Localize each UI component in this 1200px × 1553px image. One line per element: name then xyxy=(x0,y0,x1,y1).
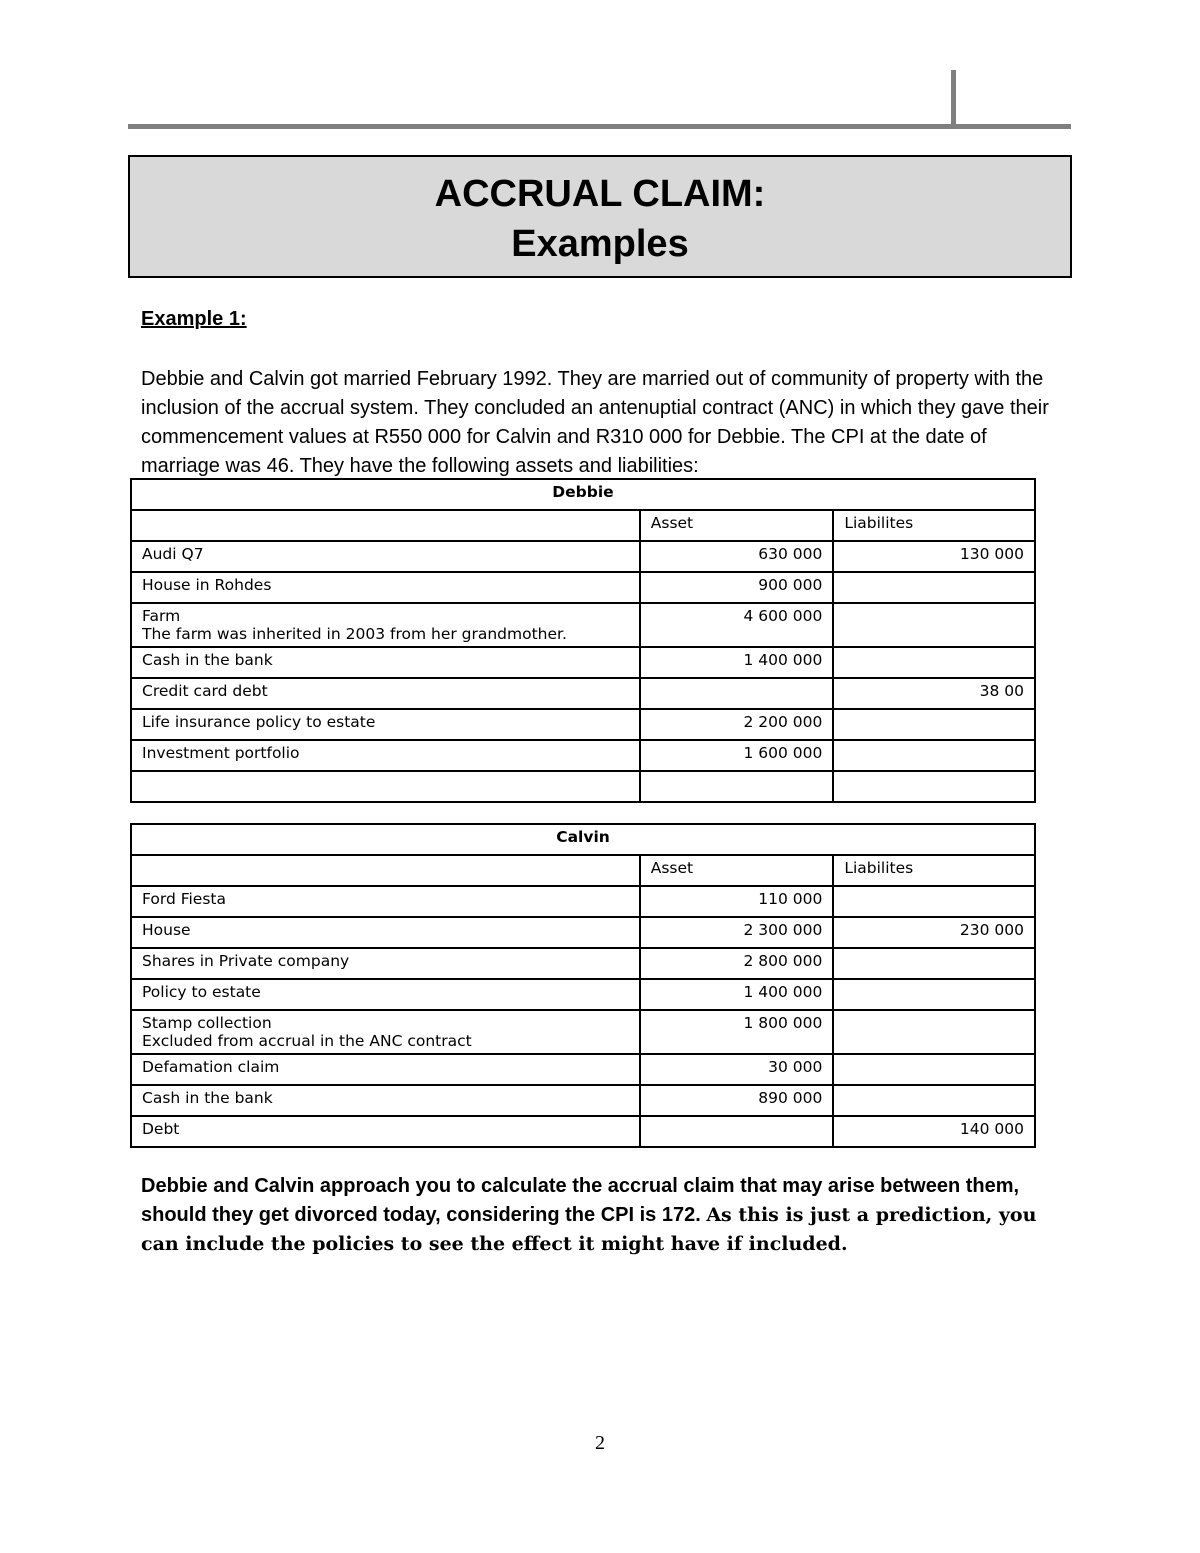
conclusion-paragraph xyxy=(141,1172,1061,1259)
asset-cell: 900 000 xyxy=(640,572,834,603)
item-label: Cash in the bank xyxy=(142,651,273,669)
item-cell xyxy=(131,948,640,979)
column-header: Liabilites xyxy=(833,510,1035,541)
table-row xyxy=(131,709,1035,740)
table-title-row xyxy=(131,479,1035,510)
asset-cell xyxy=(640,771,834,802)
item-label: Shares in Private company xyxy=(142,952,350,970)
item-cell xyxy=(131,886,640,917)
table-row xyxy=(131,572,1035,603)
calvin-assets-table xyxy=(130,823,1036,1148)
table-row xyxy=(131,886,1035,917)
item-cell xyxy=(131,771,640,802)
item-cell xyxy=(131,1116,640,1147)
header-rule xyxy=(128,124,1071,129)
liability-cell: 230 000 xyxy=(833,917,1035,948)
table-body xyxy=(131,824,1035,1147)
item-label: Investment portfolio xyxy=(142,744,300,762)
table-row xyxy=(131,979,1035,1010)
table-header-row xyxy=(131,855,1035,886)
asset-cell xyxy=(640,1116,834,1147)
asset-cell: 630 000 xyxy=(640,541,834,572)
item-cell xyxy=(131,603,640,647)
conclusion-bold-text: Debbie and Calvin approach you to calculate the accrual claim that may arise between them, should they get divorced today, considering the CPI is 172. xyxy=(141,1175,1020,1226)
liability-cell: 140 000 xyxy=(833,1116,1035,1147)
item-label: Stamp collection xyxy=(142,1014,272,1032)
example-heading: Example 1: xyxy=(141,308,247,330)
item-label: Policy to estate xyxy=(142,983,261,1001)
item-cell xyxy=(131,647,640,678)
asset-cell: 110 000 xyxy=(640,886,834,917)
table-row xyxy=(131,603,1035,647)
table-row xyxy=(131,948,1035,979)
item-cell xyxy=(131,678,640,709)
item-label: Ford Fiesta xyxy=(142,890,226,908)
liability-cell xyxy=(833,1085,1035,1116)
table-title: Debbie xyxy=(131,479,1035,510)
asset-cell xyxy=(640,678,834,709)
liability-cell xyxy=(833,771,1035,802)
asset-cell: 1 400 000 xyxy=(640,979,834,1010)
page-title: ACCRUAL CLAIM: xyxy=(434,173,766,215)
item-note: Excluded from accrual in the ANC contract xyxy=(142,1032,472,1050)
liability-cell xyxy=(833,979,1035,1010)
intro-paragraph: Debbie and Calvin got married February 1992. They are married out of community of property with the inclusion of the accrual system. They concluded an antenuptial contract (ANC) in which they gave their commencement values at R550 000 for Calvin and R310 000 for Debbie. The CPI at the date of marriage was 46. They have the following assets and liabilities: xyxy=(141,368,1049,477)
liability-cell: 130 000 xyxy=(833,541,1035,572)
column-header xyxy=(131,855,640,886)
item-label: Audi Q7 xyxy=(142,545,204,563)
asset-cell: 30 000 xyxy=(640,1054,834,1085)
conclusion-serif-text: As this is just a prediction, you can include the policies to see the effect it might have if included. xyxy=(141,1204,1037,1255)
liability-cell xyxy=(833,886,1035,917)
item-label: Credit card debt xyxy=(142,682,268,700)
table-row xyxy=(131,647,1035,678)
item-cell xyxy=(131,709,640,740)
table-row xyxy=(131,541,1035,572)
column-header xyxy=(131,510,640,541)
table-row xyxy=(131,1010,1035,1054)
asset-cell: 2 300 000 xyxy=(640,917,834,948)
liability-cell xyxy=(833,1054,1035,1085)
item-cell xyxy=(131,979,640,1010)
table-header-row xyxy=(131,510,1035,541)
liability-cell xyxy=(833,948,1035,979)
header-tick xyxy=(951,70,956,128)
asset-cell: 1 800 000 xyxy=(640,1010,834,1054)
item-label: Defamation claim xyxy=(142,1058,280,1076)
page-number: 2 xyxy=(595,1432,605,1454)
table-title: Calvin xyxy=(131,824,1035,855)
item-label: House in Rohdes xyxy=(142,576,272,594)
asset-cell: 890 000 xyxy=(640,1085,834,1116)
liability-cell: 38 00 xyxy=(833,678,1035,709)
column-header: Asset xyxy=(640,855,834,886)
liability-cell xyxy=(833,647,1035,678)
table-row xyxy=(131,1054,1035,1085)
table-row xyxy=(131,917,1035,948)
table-row xyxy=(131,678,1035,709)
table-title-row xyxy=(131,824,1035,855)
item-note: The farm was inherited in 2003 from her grandmother. xyxy=(142,625,567,643)
item-cell xyxy=(131,1085,640,1116)
item-cell xyxy=(131,740,640,771)
table-body xyxy=(131,479,1035,802)
item-cell xyxy=(131,917,640,948)
debbie-assets-table xyxy=(130,478,1036,803)
item-label: Cash in the bank xyxy=(142,1089,273,1107)
liability-cell xyxy=(833,709,1035,740)
liability-cell xyxy=(833,1010,1035,1054)
item-cell xyxy=(131,1010,640,1054)
liability-cell xyxy=(833,572,1035,603)
asset-cell: 4 600 000 xyxy=(640,603,834,647)
liability-cell xyxy=(833,740,1035,771)
column-header: Liabilites xyxy=(833,855,1035,886)
asset-cell: 1 400 000 xyxy=(640,647,834,678)
table-row xyxy=(131,1116,1035,1147)
table-row xyxy=(131,740,1035,771)
asset-cell: 1 600 000 xyxy=(640,740,834,771)
column-header: Asset xyxy=(640,510,834,541)
item-cell xyxy=(131,1054,640,1085)
asset-cell: 2 800 000 xyxy=(640,948,834,979)
item-cell xyxy=(131,541,640,572)
table-row xyxy=(131,1085,1035,1116)
item-label: Farm xyxy=(142,607,181,625)
page-subtitle: Examples xyxy=(511,223,689,265)
liability-cell xyxy=(833,603,1035,647)
asset-cell: 2 200 000 xyxy=(640,709,834,740)
title-box xyxy=(128,155,1072,278)
item-label: Life insurance policy to estate xyxy=(142,713,376,731)
item-label: Debt xyxy=(142,1120,180,1138)
item-cell xyxy=(131,572,640,603)
table-row xyxy=(131,771,1035,802)
item-label: House xyxy=(142,921,191,939)
